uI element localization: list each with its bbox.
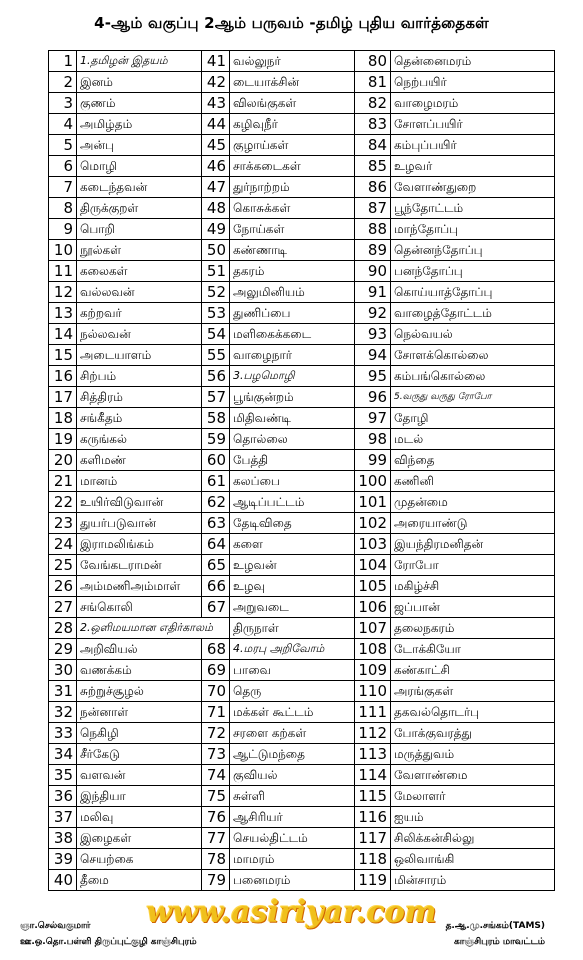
entry-word: உழவு <box>230 576 355 597</box>
entry-word: துணிப்பை <box>230 303 355 324</box>
entry-number: 71 <box>202 702 230 723</box>
author-block <box>20 918 197 950</box>
entry-word: ஜப்பான் <box>391 597 555 618</box>
entry-number: 10 <box>49 240 77 261</box>
table-row <box>49 324 555 345</box>
entry-word: ஆடிப்பட்டம் <box>230 492 355 513</box>
table-row <box>49 849 555 870</box>
entry-number: 48 <box>202 198 230 219</box>
table-row <box>49 93 555 114</box>
page-title: 4-ஆம் வகுப்பு 2ஆம் பருவம் -தமிழ் புதிய வார்த்தைகள் <box>94 14 489 32</box>
entry-number: 34 <box>49 744 77 765</box>
entry-number: 77 <box>202 828 230 849</box>
entry-number: 8 <box>49 198 77 219</box>
entry-word: மாமரம் <box>230 849 355 870</box>
entry-number: 117 <box>355 828 391 849</box>
entry-number: 85 <box>355 156 391 177</box>
entry-number: 13 <box>49 303 77 324</box>
entry-number: 67 <box>202 597 230 618</box>
entry-word: டையாக்சின் <box>230 72 355 93</box>
entry-word: தலைநகரம் <box>391 618 555 639</box>
entry-word: சித்திரம் <box>77 387 202 408</box>
entry-number: 106 <box>355 597 391 618</box>
table-row <box>49 723 555 744</box>
entry-word: வாழைநார் <box>230 345 355 366</box>
entry-word: கண்காட்சி <box>391 660 555 681</box>
entry-word: அலுமினியம் <box>230 282 355 303</box>
entry-number: 116 <box>355 807 391 828</box>
entry-word: வல்லுநர் <box>230 51 355 72</box>
entry-word: மாந்தோப்பு <box>391 219 555 240</box>
entry-number: 41 <box>202 51 230 72</box>
entry-word: சோளப்பயிர் <box>391 114 555 135</box>
entry-word: சரளை கற்கள் <box>230 723 355 744</box>
entry-number: 32 <box>49 702 77 723</box>
table-row <box>49 408 555 429</box>
entry-word: சிற்பம் <box>77 366 202 387</box>
entry-number: 6 <box>49 156 77 177</box>
entry-word: பொறி <box>77 219 202 240</box>
entry-word: இனம் <box>77 72 202 93</box>
entry-number: 49 <box>202 219 230 240</box>
entry-word: நன்னாள் <box>77 702 202 723</box>
table-row <box>49 387 555 408</box>
table-row <box>49 660 555 681</box>
table-row <box>49 681 555 702</box>
entry-number: 90 <box>355 261 391 282</box>
entry-number: 107 <box>355 618 391 639</box>
entry-word: வேளாண்துறை <box>391 177 555 198</box>
entry-word: திருக்குறள் <box>77 198 202 219</box>
entry-number: 108 <box>355 639 391 660</box>
entry-number: 42 <box>202 72 230 93</box>
entry-number: 57 <box>202 387 230 408</box>
entry-word: 5.வருது வருது ரோபோ <box>391 387 555 408</box>
entry-number: 17 <box>49 387 77 408</box>
entry-word: வேங்கடராமன் <box>77 555 202 576</box>
entry-number: 61 <box>202 471 230 492</box>
table-row <box>49 765 555 786</box>
site-watermark: www.asiriyar.com <box>146 895 437 930</box>
entry-word: முதன்மை <box>391 492 555 513</box>
entry-word: தகவல்தொடர்பு <box>391 702 555 723</box>
entry-number: 47 <box>202 177 230 198</box>
entry-number: 82 <box>355 93 391 114</box>
entry-word: கம்பங்கொல்லை <box>391 366 555 387</box>
table-row <box>49 72 555 93</box>
entry-number: 37 <box>49 807 77 828</box>
entry-number: 55 <box>202 345 230 366</box>
entry-word: வல்லவன் <box>77 282 202 303</box>
entry-word: தேடிவிதை <box>230 513 355 534</box>
entry-word: தொல்லை <box>230 429 355 450</box>
entry-word: போக்குவரத்து <box>391 723 555 744</box>
entry-number: 25 <box>49 555 77 576</box>
entry-number: 110 <box>355 681 391 702</box>
entry-word: கம்புப்பயிர் <box>391 135 555 156</box>
entry-number: 2 <box>49 72 77 93</box>
entry-word: நெற்பயிர் <box>391 72 555 93</box>
entry-word: டோக்கியோ <box>391 639 555 660</box>
entry-number: 72 <box>202 723 230 744</box>
entry-number: 59 <box>202 429 230 450</box>
entry-number: 88 <box>355 219 391 240</box>
entry-number: 101 <box>355 492 391 513</box>
table-row <box>49 597 555 618</box>
entry-word: மின்சாரம் <box>391 870 555 891</box>
entry-number: 70 <box>202 681 230 702</box>
entry-word: தென்னைமரம் <box>391 51 555 72</box>
entry-number: 97 <box>355 408 391 429</box>
entry-word: கருங்கல் <box>77 429 202 450</box>
entry-number: 20 <box>49 450 77 471</box>
entry-word: 4.மரபு அறிவோம் <box>230 639 355 660</box>
table-row <box>49 555 555 576</box>
entry-word: வேளாண்மை <box>391 765 555 786</box>
association-name: த.ஆ.மு.சங்கம்(TAMS) <box>445 921 545 931</box>
entry-word: செயல்திட்டம் <box>230 828 355 849</box>
entry-word: மடல் <box>391 429 555 450</box>
entry-word: மருத்துவம் <box>391 744 555 765</box>
table-row <box>49 177 555 198</box>
entry-word: ஆட்டுமந்தை <box>230 744 355 765</box>
entry-number: 96 <box>355 387 391 408</box>
entry-word: பனந்தோப்பு <box>391 261 555 282</box>
entry-number: 39 <box>49 849 77 870</box>
entry-word: இயந்திரமனிதன் <box>391 534 555 555</box>
entry-number: 52 <box>202 282 230 303</box>
entry-word: 2.ஒளிமயமான எதிர்காலம் <box>77 618 230 639</box>
entry-word: மகிழ்ச்சி <box>391 576 555 597</box>
entry-number: 68 <box>202 639 230 660</box>
entry-number: 100 <box>355 471 391 492</box>
entry-number: 56 <box>202 366 230 387</box>
entry-number: 63 <box>202 513 230 534</box>
entry-number: 95 <box>355 366 391 387</box>
entry-number: 99 <box>355 450 391 471</box>
entry-word: உயிர்விடுவான் <box>77 492 202 513</box>
entry-number: 112 <box>355 723 391 744</box>
entry-number: 118 <box>355 849 391 870</box>
entry-word: தோழி <box>391 408 555 429</box>
entry-word: மளிகைக்கடை <box>230 324 355 345</box>
entry-number: 58 <box>202 408 230 429</box>
entry-number: 3 <box>49 93 77 114</box>
entry-number: 45 <box>202 135 230 156</box>
table-row <box>49 135 555 156</box>
entry-number: 113 <box>355 744 391 765</box>
table-row <box>49 240 555 261</box>
entry-word: பேத்தி <box>230 450 355 471</box>
entry-number: 87 <box>355 198 391 219</box>
table-row <box>49 51 555 72</box>
entry-word: நூல்கள் <box>77 240 202 261</box>
entry-word: விந்தை <box>391 450 555 471</box>
entry-word: மக்கள் கூட்டம் <box>230 702 355 723</box>
entry-number: 119 <box>355 870 391 891</box>
entry-word: இழைகள் <box>77 828 202 849</box>
table-row <box>49 534 555 555</box>
entry-number: 94 <box>355 345 391 366</box>
entry-word: சீர்கேடு <box>77 744 202 765</box>
entry-number: 1 <box>49 51 77 72</box>
entry-word: அமிழ்தம் <box>77 114 202 135</box>
entry-number: 103 <box>355 534 391 555</box>
entry-number: 79 <box>202 870 230 891</box>
table-row <box>49 345 555 366</box>
table-row <box>49 492 555 513</box>
entry-word: பூந்தோட்டம் <box>391 198 555 219</box>
entry-word: விலங்குகள் <box>230 93 355 114</box>
entry-number: 28 <box>49 618 77 639</box>
entry-word: மிதிவண்டி <box>230 408 355 429</box>
entry-word: துர்நாற்றம் <box>230 177 355 198</box>
entry-word: இராமலிங்கம் <box>77 534 202 555</box>
entry-number: 26 <box>49 576 77 597</box>
entry-number: 81 <box>355 72 391 93</box>
entry-word: சிலிக்கன்சில்லு <box>391 828 555 849</box>
entry-number: 109 <box>355 660 391 681</box>
entry-number: 23 <box>49 513 77 534</box>
entry-word: ஐயம் <box>391 807 555 828</box>
entry-number: 78 <box>202 849 230 870</box>
entry-word: மேலாளர் <box>391 786 555 807</box>
entry-number: 5 <box>49 135 77 156</box>
entry-word: குழாய்கள் <box>230 135 355 156</box>
entry-word: நோய்கள் <box>230 219 355 240</box>
table-row <box>49 744 555 765</box>
entry-number: 29 <box>49 639 77 660</box>
entry-number: 75 <box>202 786 230 807</box>
entry-word: மொழி <box>77 156 202 177</box>
entry-number: 92 <box>355 303 391 324</box>
table-row <box>49 429 555 450</box>
entry-word: சங்கீதம் <box>77 408 202 429</box>
entry-word: கொய்யாத்தோப்பு <box>391 282 555 303</box>
author-school: ஊ.ஒ.தொ.பள்ளி திருப்புட்குழி காஞ்சிபுரம் <box>20 937 197 947</box>
table-row <box>49 786 555 807</box>
entry-word: வளவன் <box>77 765 202 786</box>
entry-number: 18 <box>49 408 77 429</box>
entry-number: 38 <box>49 828 77 849</box>
entry-number: 33 <box>49 723 77 744</box>
entry-number: 12 <box>49 282 77 303</box>
entry-number: 7 <box>49 177 77 198</box>
entry-word: ஒலிவாங்கி <box>391 849 555 870</box>
entry-number: 27 <box>49 597 77 618</box>
table-row <box>49 303 555 324</box>
entry-word: தென்னந்தோப்பு <box>391 240 555 261</box>
entry-word: உழவன் <box>230 555 355 576</box>
table-row <box>49 639 555 660</box>
entry-number: 86 <box>355 177 391 198</box>
table-row <box>49 198 555 219</box>
table-row <box>49 114 555 135</box>
table-row <box>49 618 555 639</box>
table-row <box>49 156 555 177</box>
entry-number: 76 <box>202 807 230 828</box>
entry-word: களிமண் <box>77 450 202 471</box>
table-row <box>49 261 555 282</box>
entry-number: 60 <box>202 450 230 471</box>
entry-word: சோளக்கொல்லை <box>391 345 555 366</box>
entry-number: 89 <box>355 240 391 261</box>
entry-word: களை <box>230 534 355 555</box>
entry-word: பாவை <box>230 660 355 681</box>
entry-number: 19 <box>49 429 77 450</box>
entry-number: 30 <box>49 660 77 681</box>
entry-word: 1.தமிழன் இதயம் <box>77 51 202 72</box>
entry-number: 93 <box>355 324 391 345</box>
entry-number: 105 <box>355 576 391 597</box>
entry-number: 9 <box>49 219 77 240</box>
entry-word: கொசுக்கள் <box>230 198 355 219</box>
entry-number: 22 <box>49 492 77 513</box>
entry-word: இந்தியா <box>77 786 202 807</box>
table-row <box>49 513 555 534</box>
entry-word: குவியல் <box>230 765 355 786</box>
entry-word: கடைந்தவன் <box>77 177 202 198</box>
entry-number: 46 <box>202 156 230 177</box>
entry-word: சுள்ளி <box>230 786 355 807</box>
entry-number: 40 <box>49 870 77 891</box>
entry-word: சங்கொலி <box>77 597 202 618</box>
entry-word: உழவர் <box>391 156 555 177</box>
entry-word: அரையாண்டு <box>391 513 555 534</box>
entry-number: 84 <box>355 135 391 156</box>
table-row <box>49 282 555 303</box>
entry-number: 24 <box>49 534 77 555</box>
entry-number: 51 <box>202 261 230 282</box>
entry-word: தெரு <box>230 681 355 702</box>
entry-word: சாக்கடைகள் <box>230 156 355 177</box>
entry-number: 43 <box>202 93 230 114</box>
entry-number: 11 <box>49 261 77 282</box>
entry-number: 83 <box>355 114 391 135</box>
entry-number: 102 <box>355 513 391 534</box>
word-table <box>48 50 555 891</box>
entry-word: திருநாள் <box>230 618 355 639</box>
entry-word: சுற்றுச்சூழல் <box>77 681 202 702</box>
entry-number: 14 <box>49 324 77 345</box>
entry-word: வாழைமரம் <box>391 93 555 114</box>
entry-word: தகரம் <box>230 261 355 282</box>
entry-word: அடையாளம் <box>77 345 202 366</box>
table-row <box>49 828 555 849</box>
entry-word: ரோபோ <box>391 555 555 576</box>
entry-word: தீமை <box>77 870 202 891</box>
entry-number: 80 <box>355 51 391 72</box>
entry-word: நெகிழி <box>77 723 202 744</box>
entry-number: 111 <box>355 702 391 723</box>
entry-number: 64 <box>202 534 230 555</box>
entry-number: 4 <box>49 114 77 135</box>
entry-number: 21 <box>49 471 77 492</box>
table-row <box>49 471 555 492</box>
entry-number: 65 <box>202 555 230 576</box>
entry-number: 98 <box>355 429 391 450</box>
entry-number: 44 <box>202 114 230 135</box>
entry-word: வாழைத்தோட்டம் <box>391 303 555 324</box>
entry-word: ஆசிரியர் <box>230 807 355 828</box>
entry-number: 74 <box>202 765 230 786</box>
entry-number: 36 <box>49 786 77 807</box>
entry-number: 53 <box>202 303 230 324</box>
entry-word: பூங்குன்றம் <box>230 387 355 408</box>
entry-word: 3.பழமொழி <box>230 366 355 387</box>
entry-word: குணம் <box>77 93 202 114</box>
entry-word: கற்றவர் <box>77 303 202 324</box>
entry-number: 62 <box>202 492 230 513</box>
association-block <box>446 918 545 950</box>
entry-word: கலைகள் <box>77 261 202 282</box>
entry-word: செயற்கை <box>77 849 202 870</box>
entry-word: மானம் <box>77 471 202 492</box>
entry-number: 16 <box>49 366 77 387</box>
entry-number: 114 <box>355 765 391 786</box>
entry-word: கணினி <box>391 471 555 492</box>
entry-word: அம்மணிஅம்மாள் <box>77 576 202 597</box>
entry-number: 69 <box>202 660 230 681</box>
entry-number: 66 <box>202 576 230 597</box>
entry-word: கண்ணாடி <box>230 240 355 261</box>
author-name: ஞா.செல்வகுமார் <box>20 921 91 931</box>
table-row <box>49 576 555 597</box>
entry-word: துயர்படுவான் <box>77 513 202 534</box>
entry-word: பனைமரம் <box>230 870 355 891</box>
entry-number: 115 <box>355 786 391 807</box>
entry-word: அரங்குகள் <box>391 681 555 702</box>
entry-number: 54 <box>202 324 230 345</box>
table-row <box>49 702 555 723</box>
entry-number: 73 <box>202 744 230 765</box>
table-row <box>49 450 555 471</box>
entry-word: அறுவடை <box>230 597 355 618</box>
entry-number: 35 <box>49 765 77 786</box>
entry-word: கழிவுநீர் <box>230 114 355 135</box>
table-row <box>49 219 555 240</box>
entry-number: 50 <box>202 240 230 261</box>
entry-number: 31 <box>49 681 77 702</box>
entry-word: அன்பு <box>77 135 202 156</box>
association-district: காஞ்சிபுரம் மாவட்டம் <box>453 937 545 947</box>
table-row <box>49 870 555 891</box>
entry-word: நெல்வயல் <box>391 324 555 345</box>
table-row <box>49 366 555 387</box>
entry-word: கலப்பை <box>230 471 355 492</box>
entry-word: அறிவியல் <box>77 639 202 660</box>
table-row <box>49 807 555 828</box>
entry-word: நல்லவன் <box>77 324 202 345</box>
entry-word: மலிவு <box>77 807 202 828</box>
entry-number: 104 <box>355 555 391 576</box>
entry-number: 91 <box>355 282 391 303</box>
entry-word: வணக்கம் <box>77 660 202 681</box>
entry-number: 15 <box>49 345 77 366</box>
